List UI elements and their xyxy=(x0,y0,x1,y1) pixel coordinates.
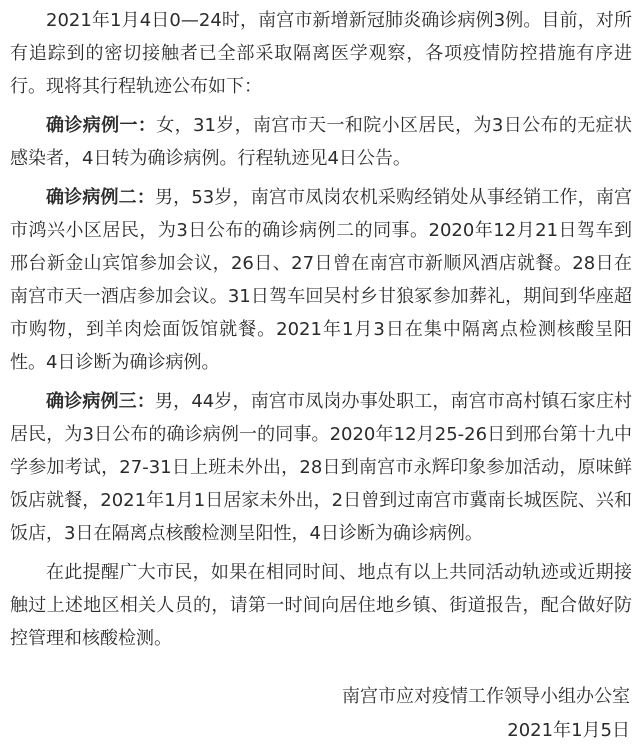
case-three-paragraph xyxy=(10,385,632,550)
case-one-label: 确诊病例一： xyxy=(46,115,157,136)
intro-paragraph: 2021年1月4日0—24时，南宫市新增新冠肺炎确诊病例3例。目前，对所有追踪到的密切接触者已全部采取隔离医学观察，各项疫情防控措施有序进行。现将其行程轨迹公布如下： xyxy=(10,10,632,97)
case-three-text: 男，44岁，南宫市凤岗办事处职工，南宫市高村镇石家庄村居民，为3日公布的确诊病例一的同事。2020年12月25-26日到邢台第十九中学参加考试，27-31日上班未外出，28日到南宫市永辉印象参加活动，原味鲜饭店就餐，2021年1月1日居家未外出，2日曾到过南宫市冀南长城医院、兴和饭店，3日在隔离点核酸检测呈阳性，4日诊断为确诊病例。 xyxy=(10,391,633,544)
case-two-text: 男，53岁，南宫市凤岗农机采购经销处从事经销工作，南宫市鸿兴小区居民，为3日公布的确诊病例二的同事。2020年12月21日驾车到邢台新金山宾馆参加会议，26日、27日曾在南宫市新顺风酒店就餐。28日在南宫市天一酒店参加会议。31日驾车回吴村乡甘狼冢参加葬礼，期间到华座超市购物，到羊肉烩面饭馆就餐。2021年1月3日在集中隔离点检测核酸呈阳性。4日诊断为确诊病例。 xyxy=(10,187,633,373)
case-two-paragraph xyxy=(10,181,632,379)
signature-organization: 南宫市应对疫情工作领导小组办公室 xyxy=(342,686,630,707)
reminder-paragraph: 在此提醒广大市民，如果在相同时间、地点有以上共同活动轨迹或近期接触过上述地区相关人员的，请第一时间向居住地乡镇、街道报告，配合做好防控管理和核酸检测。 xyxy=(10,562,632,649)
case-two-label: 确诊病例二： xyxy=(46,187,155,208)
case-one-paragraph xyxy=(10,109,632,175)
case-one-text: 女，31岁，南宫市天一和院小区居民，为3日公布的无症状感染者，4日转为确诊病例。行程轨迹见4日公告。 xyxy=(10,115,633,169)
case-three-label: 确诊病例三： xyxy=(46,391,155,412)
signature-date: 2021年1月5日 xyxy=(507,720,630,741)
